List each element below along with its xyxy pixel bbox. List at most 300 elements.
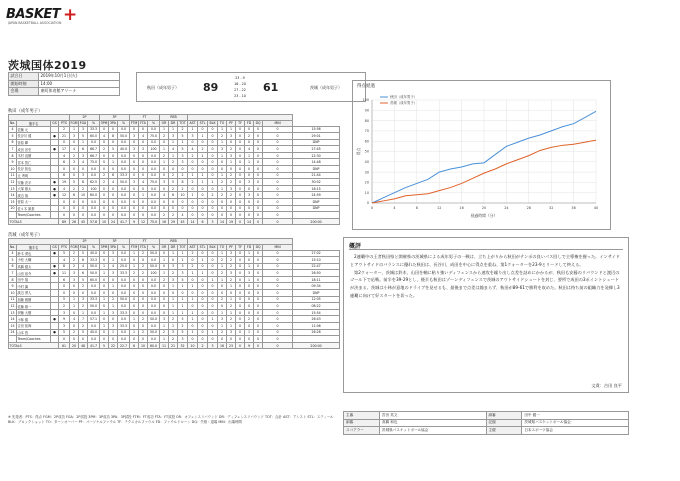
stat-cell: 5 <box>79 276 88 283</box>
logo-word: BASKET <box>6 7 61 22</box>
stat-cell: 0 <box>254 290 263 297</box>
stat-cell: 0 <box>254 205 263 212</box>
stats-legend: ※ 先発者：PTS：得点 FGM：2P成功 FGA：2P試投 3PM：3P成功 3PA：3P試投 FTM：FT成功 FTA：FT試投 OR：オフェンスリバウンド DR：ディフェンスリバウンド TOT：合計 AST：アシスト STL：スティール BLK：ブロックショット TO：ターンオーバー PF：パーソナルファウル TF：テクニカルファウル FD：ファウルドローン DQ：失格・退場 MIN：出場時間 <box>8 415 334 425</box>
stat-cell: 3 <box>227 329 236 336</box>
total-cell: 12 <box>139 218 148 225</box>
x-tick-label: 32 <box>549 206 554 210</box>
stat-cell: 1 <box>169 303 178 310</box>
stat-cell: 0 <box>218 303 227 310</box>
stat-cell: 1 <box>218 126 227 133</box>
stat-cell: 0 <box>130 257 139 264</box>
stat-cell: 0 <box>236 179 245 186</box>
player-name: 吉田 拓海 <box>17 323 51 330</box>
stat-cell: 0 <box>254 126 263 133</box>
stat-cell: 1 <box>198 152 208 159</box>
total-cell: 14 <box>245 218 254 225</box>
stat-cell: 1 <box>208 276 218 283</box>
stat-cell: 40.0 <box>118 146 130 153</box>
stat-cell: 0 <box>188 199 198 206</box>
stat-cell: 2 <box>218 270 227 277</box>
stat-cell: 0.0 <box>148 276 160 283</box>
stat-cell: 10 <box>79 192 88 199</box>
player-number: 6 <box>9 139 17 146</box>
stat-cell: 0 <box>263 270 293 277</box>
stat-cell: 0.0 <box>148 159 160 166</box>
stat-cell: 0.0 <box>148 166 160 173</box>
column-header: GS <box>52 245 57 249</box>
logo-subtitle: JAPAN BASKETBALL ASSOCIATION <box>8 21 62 25</box>
stat-cell: 0 <box>139 172 148 179</box>
player-number: 14 <box>10 317 15 322</box>
stat-cell: 0 <box>130 139 139 146</box>
stat-cell: 0.0 <box>118 159 130 166</box>
stat-cell: 0 <box>254 257 263 264</box>
player-row <box>9 139 340 146</box>
stat-cell: 0 <box>227 139 236 146</box>
player-name: 菅原 暉 <box>17 139 51 146</box>
player-number: 7 <box>9 270 17 277</box>
stat-cell <box>293 336 340 343</box>
stat-cell: 6 <box>59 172 70 179</box>
stat-cell: 0 <box>79 212 88 219</box>
stat-cell: 2 <box>188 179 198 186</box>
team-b-name: 茨城（成年男子） <box>310 85 342 90</box>
stat-cell: 0 <box>263 290 293 297</box>
column-header: % <box>118 244 130 250</box>
player-number <box>9 212 17 219</box>
stat-cell: 2 <box>109 296 118 303</box>
stat-cell: 5 <box>178 316 188 323</box>
stat-cell: 1 <box>169 126 178 133</box>
quarter-score: 16 - 20 <box>234 82 246 86</box>
stat-cell: 0 <box>254 159 263 166</box>
official-value: 高橋 和也 <box>379 419 486 427</box>
column-header: TO <box>218 244 227 250</box>
player-row <box>9 212 340 219</box>
total-cell: 89 <box>59 218 70 225</box>
stat-cell: 0 <box>130 159 139 166</box>
stat-cell: 75.0 <box>148 133 160 140</box>
official-value: 宮田 英文 <box>379 412 486 420</box>
stat-cell: 2 <box>70 263 79 270</box>
stat-cell: 0 <box>139 290 148 297</box>
player-row <box>9 185 340 192</box>
stat-cell: 0 <box>130 336 139 343</box>
stat-cell: 0 <box>198 336 208 343</box>
stat-cell: 4 <box>59 152 70 159</box>
stat-cell: 3 <box>178 270 188 277</box>
total-cell: 3 <box>208 218 218 225</box>
total-cell: 11 <box>160 342 169 349</box>
x-tick-label: 28 <box>526 206 531 210</box>
stat-cell: 0 <box>245 290 254 297</box>
stat-cell: 1 <box>109 329 118 336</box>
stat-cell: 0.0 <box>148 283 160 290</box>
stat-cell: 0.0 <box>118 257 130 264</box>
stat-cell: 0 <box>245 139 254 146</box>
stat-cell: 2 <box>245 133 254 140</box>
column-header: 3PM <box>100 245 108 249</box>
stat-cell: 3 <box>79 172 88 179</box>
stat-cell: 29:01 <box>293 133 340 140</box>
stat-cell: 0 <box>139 152 148 159</box>
stat-cell: 0 <box>109 276 118 283</box>
player-row <box>9 152 340 159</box>
y-tick-label: 10 <box>364 190 369 195</box>
total-cell: 14 <box>188 218 198 225</box>
stat-cell: 0.0 <box>118 303 130 310</box>
stat-cell: 3 <box>169 263 178 270</box>
stat-cell: 0 <box>254 309 263 316</box>
stat-cell: 0 <box>245 199 254 206</box>
stat-cell: 0 <box>245 172 254 179</box>
stat-cell: 4 <box>160 192 169 199</box>
stat-cell: 1 <box>100 263 109 270</box>
stat-cell: 0 <box>218 290 227 297</box>
stat-cell: 0 <box>198 296 208 303</box>
stat-cell: 0 <box>130 185 139 192</box>
stat-cell: 1 <box>169 139 178 146</box>
stat-cell: 5 <box>79 250 88 257</box>
stat-cell: 100 <box>148 270 160 277</box>
stat-cell: 0.0 <box>88 166 100 173</box>
stat-cell: 1 <box>208 316 218 323</box>
total-cell: 29 <box>169 218 178 225</box>
column-header: MIN <box>263 120 293 126</box>
stat-cell: 1 <box>208 179 218 186</box>
player-name: 小松 大輔 <box>17 257 51 264</box>
total-cell: 6 <box>130 342 139 349</box>
officials-row <box>344 412 629 420</box>
stat-cell: 0 <box>130 323 139 330</box>
stat-cell: 2 <box>100 146 109 153</box>
stat-cell: 1 <box>218 185 227 192</box>
stat-cell: 0 <box>188 166 198 173</box>
stat-cell: 1 <box>198 179 208 186</box>
player-number: 9 <box>9 159 17 166</box>
stat-cell: 2 <box>218 179 227 186</box>
stat-cell: 0 <box>245 257 254 264</box>
stat-cell: 0 <box>109 152 118 159</box>
stat-cell: 4 <box>70 146 79 153</box>
starter-mark <box>51 309 59 316</box>
official-key: 副審 <box>486 412 522 420</box>
stat-cell: 0.0 <box>88 199 100 206</box>
stat-cell: 33.3 <box>88 257 100 264</box>
starter-mark <box>51 205 59 212</box>
stat-cell: 0 <box>263 263 293 270</box>
column-header: TOT <box>179 245 186 249</box>
stat-cell: 0 <box>160 139 169 146</box>
stat-cell: 0 <box>160 185 169 192</box>
column-header: MIN <box>263 244 293 250</box>
stat-cell: 0 <box>109 316 118 323</box>
stat-cell: 1 <box>188 309 198 316</box>
player-name: 長谷川 健 <box>17 133 51 140</box>
starter-mark: ● <box>51 270 59 277</box>
column-header: 選手名 <box>17 120 51 126</box>
team-a-stats-table <box>8 114 340 225</box>
stat-cell: 33.3 <box>88 296 100 303</box>
stat-cell: 0.0 <box>88 205 100 212</box>
stat-cell: 1 <box>100 270 109 277</box>
stat-cell: 22:30 <box>293 152 340 159</box>
stat-cell: 0 <box>188 276 198 283</box>
player-name: 小林 健 <box>17 316 51 323</box>
stat-cell: 0 <box>130 205 139 212</box>
player-name: 辻 秀明 <box>17 172 51 179</box>
stat-cell: 0 <box>139 323 148 330</box>
player-number: 12 <box>10 304 15 309</box>
stat-cell: 2 <box>160 212 169 219</box>
team-b-score: 61 <box>263 81 279 94</box>
total-cell: 200:00 <box>293 342 340 349</box>
stat-cell: 0 <box>160 199 169 206</box>
stat-cell: 60.0 <box>88 192 100 199</box>
info-row <box>9 88 120 96</box>
stat-cell: 3 <box>245 179 254 186</box>
stat-cell: 1 <box>178 250 188 257</box>
total-cell: 24 <box>109 218 118 225</box>
stat-cell: 1 <box>245 159 254 166</box>
total-cell: 22 <box>109 342 118 349</box>
stat-cell: 75.0 <box>148 179 160 186</box>
player-row <box>9 316 340 323</box>
column-header: STL <box>198 120 208 126</box>
stat-cell: 0 <box>245 126 254 133</box>
stat-cell: 3 <box>70 270 79 277</box>
stat-cell: 0 <box>236 323 245 330</box>
info-value: 2019年10月1日(火) <box>39 73 120 81</box>
player-name: 佐藤 元 <box>17 126 51 133</box>
stat-cell: 5 <box>79 329 88 336</box>
stat-cell: 0.0 <box>118 205 130 212</box>
stat-cell: 0 <box>208 212 218 219</box>
total-cell: 3 <box>208 342 218 349</box>
x-tick-label: 0 <box>370 206 374 210</box>
team-a-name: 秋田（成年男子） <box>147 85 179 90</box>
stat-cell: 0.0 <box>148 336 160 343</box>
stat-cell: 0.0 <box>118 166 130 173</box>
stat-cell: 0 <box>100 257 109 264</box>
stat-cell: 0 <box>208 205 218 212</box>
player-name: 山本 悠 <box>17 329 51 336</box>
stat-cell: 0 <box>160 205 169 212</box>
x-tick-label: 4 <box>393 206 396 210</box>
column-header: DQ <box>254 244 263 250</box>
column-header: % <box>88 120 100 126</box>
starter-mark <box>51 199 59 206</box>
stat-cell: 0 <box>208 296 218 303</box>
total-cell: 45 <box>79 218 88 225</box>
stat-cell: 0 <box>254 329 263 336</box>
player-number: 14 <box>10 193 15 198</box>
stat-cell: 2 <box>178 185 188 192</box>
player-name: 長谷 拓也 <box>17 166 51 173</box>
stat-cell: 1 <box>208 329 218 336</box>
total-cell: 0 <box>263 342 293 349</box>
stat-cell: 0 <box>198 192 208 199</box>
stat-cell: 0 <box>198 159 208 166</box>
stat-cell: 1 <box>169 283 178 290</box>
starter-mark: ● <box>51 146 59 153</box>
player-name: 渡辺 勇人 <box>17 290 51 297</box>
player-name: 佐藤 雄一 <box>17 303 51 310</box>
stat-cell: 0 <box>263 323 293 330</box>
player-number: 11 <box>10 173 15 178</box>
stat-cell: 4 <box>139 179 148 186</box>
stat-cell: 0 <box>100 205 109 212</box>
group-header: FT <box>130 239 160 245</box>
player-row <box>9 336 340 343</box>
stat-cell: 3 <box>169 329 178 336</box>
stat-cell: 50.0 <box>88 270 100 277</box>
stat-cell: 3 <box>178 159 188 166</box>
stat-cell: 0.0 <box>118 336 130 343</box>
stat-cell: 3 <box>59 309 70 316</box>
stat-cell: 0.0 <box>148 309 160 316</box>
starter-mark <box>51 296 59 303</box>
stat-cell: 3 <box>70 159 79 166</box>
column-header: BLK <box>209 245 216 249</box>
stat-cell: 21 <box>59 133 70 140</box>
stat-cell: 0 <box>70 166 79 173</box>
stat-cell: 1 <box>218 276 227 283</box>
stat-cell: 62.5 <box>88 179 100 186</box>
starter-mark: ● <box>51 133 59 140</box>
stat-cell: 4 <box>79 263 88 270</box>
player-row <box>9 205 340 212</box>
player-row <box>9 172 340 179</box>
stat-cell: 3 <box>70 276 79 283</box>
stat-cell: 27:45 <box>293 146 340 153</box>
stat-cell: 0 <box>160 283 169 290</box>
x-tick-label: 12 <box>437 206 442 210</box>
y-tick-label: 30 <box>364 170 369 175</box>
stat-cell: 0 <box>254 296 263 303</box>
player-name: 伊藤 大樹 <box>17 309 51 316</box>
group-header: 3P <box>100 115 130 121</box>
stat-cell: 1 <box>160 126 169 133</box>
total-cell: 41.7 <box>88 342 100 349</box>
stat-cell: 50.0 <box>118 133 130 140</box>
total-cell: 16 <box>218 342 227 349</box>
stat-cell: 0 <box>263 309 293 316</box>
stat-cell: 0 <box>208 146 218 153</box>
review-signature: 文責：吉田 良平 <box>591 383 622 388</box>
stat-cell: 4 <box>59 257 70 264</box>
stat-cell: 17 <box>59 146 70 153</box>
column-header: % <box>118 120 130 126</box>
stat-cell: 0 <box>109 166 118 173</box>
stat-cell: 2 <box>188 263 198 270</box>
starter-mark <box>51 172 59 179</box>
stat-cell: 0 <box>100 199 109 206</box>
stat-cell: 2 <box>227 179 236 186</box>
column-header: TF <box>236 244 245 250</box>
stat-cell: 0 <box>178 205 188 212</box>
column-header: FD <box>245 244 254 250</box>
stat-cell: 2 <box>178 126 188 133</box>
stat-cell: 0 <box>59 205 70 212</box>
player-row <box>9 290 340 297</box>
total-cell: 57.8 <box>88 218 100 225</box>
stat-cell: 0 <box>130 166 139 173</box>
total-cell: 26 <box>70 218 79 225</box>
stat-cell: 25.0 <box>118 263 130 270</box>
player-number: 12 <box>10 180 15 185</box>
column-header: FGM <box>70 245 78 249</box>
player-row <box>9 329 340 336</box>
stat-cell: 3 <box>79 126 88 133</box>
stat-cell: 0 <box>70 283 79 290</box>
stat-cell: 0 <box>160 309 169 316</box>
stat-cell: 0 <box>100 159 109 166</box>
starter-mark <box>51 257 59 264</box>
stat-cell: 14:48 <box>293 159 340 166</box>
stat-cell: 0 <box>218 166 227 173</box>
stat-cell: 0 <box>227 290 236 297</box>
stat-cell: 2 <box>100 179 109 186</box>
stat-cell: 60.0 <box>88 133 100 140</box>
stat-cell: 0 <box>109 192 118 199</box>
column-header: TO <box>218 120 227 126</box>
player-row <box>9 309 340 316</box>
info-value: 14:00 <box>39 80 120 88</box>
x-tick-label: 20 <box>481 206 487 210</box>
stat-cell: 1 <box>178 309 188 316</box>
stat-cell: 0 <box>254 172 263 179</box>
stat-cell: 0 <box>254 199 263 206</box>
stat-cell: 0 <box>245 323 254 330</box>
stat-cell: 0.0 <box>148 152 160 159</box>
stat-cell: 21:44 <box>293 172 340 179</box>
stat-cell: 0 <box>79 336 88 343</box>
stat-cell: 2 <box>198 146 208 153</box>
stat-cell: 0 <box>236 185 245 192</box>
stat-cell: 1 <box>188 192 198 199</box>
stat-cell: 8 <box>109 133 118 140</box>
player-number: 10 <box>10 166 15 171</box>
stat-cell: 0.0 <box>118 316 130 323</box>
stat-cell: 0 <box>70 323 79 330</box>
stat-cell: 0 <box>236 199 245 206</box>
stat-cell: 0 <box>109 336 118 343</box>
stat-cell: 1 <box>218 309 227 316</box>
stat-cell: 0 <box>236 212 245 219</box>
stat-cell: 2 <box>178 323 188 330</box>
stat-cell: 0 <box>198 139 208 146</box>
stat-cell <box>293 212 340 219</box>
stat-cell: 0 <box>198 309 208 316</box>
stat-cell: 3 <box>109 309 118 316</box>
stat-cell: 1 <box>178 303 188 310</box>
total-cell: 9 <box>245 342 254 349</box>
stat-cell: 3 <box>227 152 236 159</box>
stat-cell: 2 <box>218 257 227 264</box>
group-header: REB <box>160 239 188 245</box>
player-row <box>9 179 340 186</box>
stat-cell: 2 <box>139 329 148 336</box>
stat-cell: DNP <box>293 199 340 206</box>
group-header: 2P <box>70 239 100 245</box>
stat-cell: 1 <box>109 303 118 310</box>
stat-cell: 0 <box>254 192 263 199</box>
stat-cell: 0 <box>263 303 293 310</box>
stat-cell: 0 <box>263 133 293 140</box>
stat-cell: 6 <box>59 159 70 166</box>
stat-cell: 0 <box>227 336 236 343</box>
